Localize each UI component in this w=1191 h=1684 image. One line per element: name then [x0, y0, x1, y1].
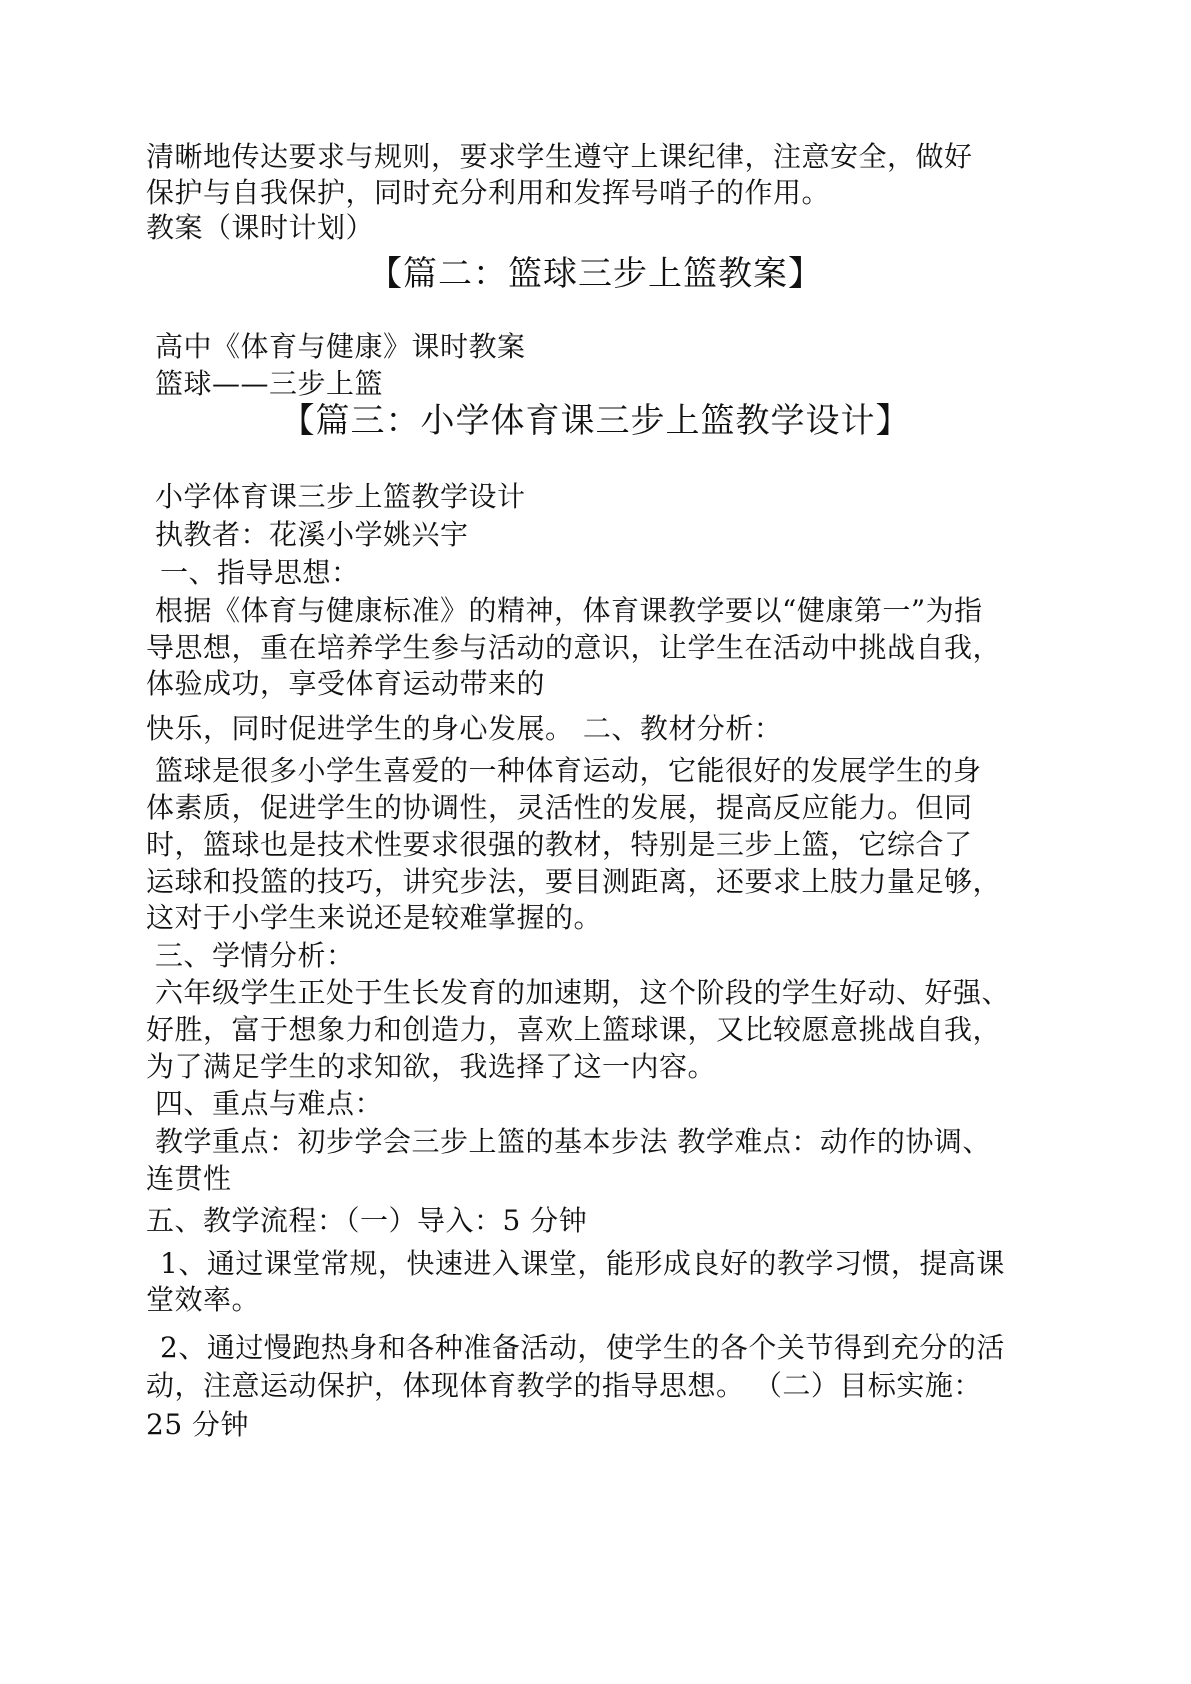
paragraph-line: 保护与自我保护，同时充分利用和发挥号哨子的作用。	[146, 176, 831, 209]
paragraph-line: 快乐，同时促进学生的身心发展。 二、教材分析：	[146, 712, 783, 745]
paragraph-line: 三、学情分析：	[155, 939, 355, 972]
paragraph-line: 堂效率。	[146, 1283, 261, 1316]
paragraph-line: 连贯性	[146, 1162, 232, 1195]
paragraph-line: 教案（课时计划）	[146, 211, 375, 244]
paragraph-line: 六年级学生正处于生长发育的加速期，这个阶段的学生好动、好强、	[155, 976, 1011, 1009]
paragraph-line: 这对于小学生来说还是较难掌握的。	[146, 901, 603, 934]
paragraph-line: 导思想，重在培养学生参与活动的意识，让学生在活动中挑战自我，	[146, 631, 1002, 664]
paragraph-line: 25 分钟	[146, 1408, 250, 1441]
paragraph-line: 体素质，促进学生的协调性，灵活性的发展，提高反应能力。但同	[146, 791, 973, 824]
paragraph-line: 四、重点与难点：	[155, 1087, 384, 1120]
paragraph-line: 小学体育课三步上篮教学设计	[155, 480, 526, 513]
section-heading-2: 【篇二：篮球三步上篮教案】	[368, 254, 823, 294]
paragraph-line: 高中《体育与健康》课时教案	[155, 330, 526, 363]
paragraph-line: 2、通过慢跑热身和各种准备活动，使学生的各个关节得到充分的活	[160, 1331, 1005, 1364]
paragraph-line: 时，篮球也是技术性要求很强的教材，特别是三步上篮，它综合了	[146, 828, 973, 861]
paragraph-line: 五、教学流程：（一）导入：5 分钟	[146, 1204, 588, 1237]
paragraph-line: 根据《体育与健康标准》的精神，体育课教学要以“健康第一”为指	[155, 594, 983, 627]
paragraph-line: 1、通过课堂常规，快速进入课堂，能形成良好的教学习惯，提高课	[160, 1247, 1005, 1280]
paragraph-line: 篮球是很多小学生喜爱的一种体育运动，它能很好的发展学生的身	[155, 754, 982, 787]
section-heading-3: 【篇三：小学体育课三步上篮教学设计】	[280, 401, 911, 441]
paragraph-line: 教学重点：初步学会三步上篮的基本步法 教学难点：动作的协调、	[155, 1125, 991, 1158]
paragraph-line: 执教者：花溪小学姚兴宇	[155, 518, 469, 551]
paragraph-line: 动，注意运动保护，体现体育教学的指导思想。 （二）目标实施：	[146, 1369, 982, 1402]
paragraph-line: 一、指导思想：	[160, 556, 360, 589]
paragraph-line: 为了满足学生的求知欲，我选择了这一内容。	[146, 1050, 717, 1083]
paragraph-line: 篮球——三步上篮	[155, 367, 384, 400]
paragraph-line: 清晰地传达要求与规则，要求学生遵守上课纪律，注意安全，做好	[146, 140, 973, 173]
paragraph-line: 体验成功，享受体育运动带来的	[146, 667, 546, 700]
paragraph-line: 运球和投篮的技巧，讲究步法，要目测距离，还要求上肢力量足够，	[146, 865, 1002, 898]
paragraph-line: 好胜，富于想象力和创造力，喜欢上篮球课，又比较愿意挑战自我，	[146, 1013, 1002, 1046]
